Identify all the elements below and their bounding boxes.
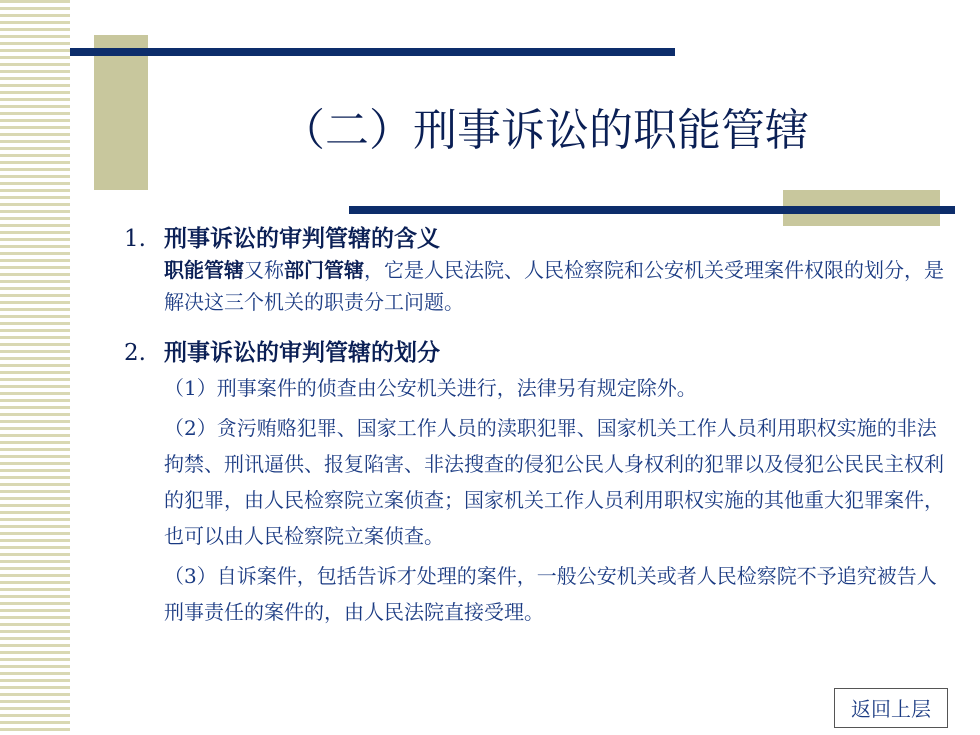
- list-item: （3）自诉案件，包括告诉才处理的案件，一般公安机关或者人民检察院不予追究被告人刑事责任的案件的，由人民法院直接受理。: [164, 564, 937, 624]
- list-item: （2）贪污贿赂犯罪、国家工作人员的渎职犯罪、国家机关工作人员利用职权实施的非法拘禁、刑讯逼供、报复陷害、非法搜查的侵犯公民人身权利的犯罪以及侵犯公民民主权利的犯罪，由人民检察院立案侦查；国家机关工作人员利用职权实施的其他重大犯罪案件，也可以由人民检察院立案侦查。: [164, 416, 944, 548]
- slide-title: （二）刑事诉讼的职能管辖: [281, 105, 809, 156]
- definition-text-2: ，它是人民法院、人民检察院和公安机关受理案件权限的划分，是解决这三个机关的职责分工问题。: [164, 258, 944, 314]
- section1-heading-text: 刑事诉讼的审判管辖的含义: [164, 225, 440, 252]
- top-navy-bar: [70, 48, 675, 56]
- section2-heading: [124, 338, 944, 368]
- term-departmental-jurisdiction: 部门管辖: [284, 258, 364, 282]
- slide-content: [124, 224, 944, 630]
- definition-text-1: 又称: [244, 258, 284, 282]
- section1-definition: [164, 254, 944, 318]
- section1-number: 1.: [124, 226, 146, 252]
- left-stripes-decoration: [0, 0, 70, 735]
- section2-heading-text: 刑事诉讼的审判管辖的划分: [164, 339, 440, 366]
- olive-block-left: [94, 35, 148, 190]
- section2-number: 2.: [124, 340, 146, 366]
- back-to-parent-button[interactable]: 返回上层: [834, 688, 948, 728]
- list-item: （1）刑事案件的侦查由公安机关进行，法律另有规定除外。: [164, 376, 697, 400]
- section1-heading: [124, 224, 944, 254]
- term-functional-jurisdiction: 职能管辖: [164, 258, 244, 282]
- mid-navy-bar: [349, 206, 955, 214]
